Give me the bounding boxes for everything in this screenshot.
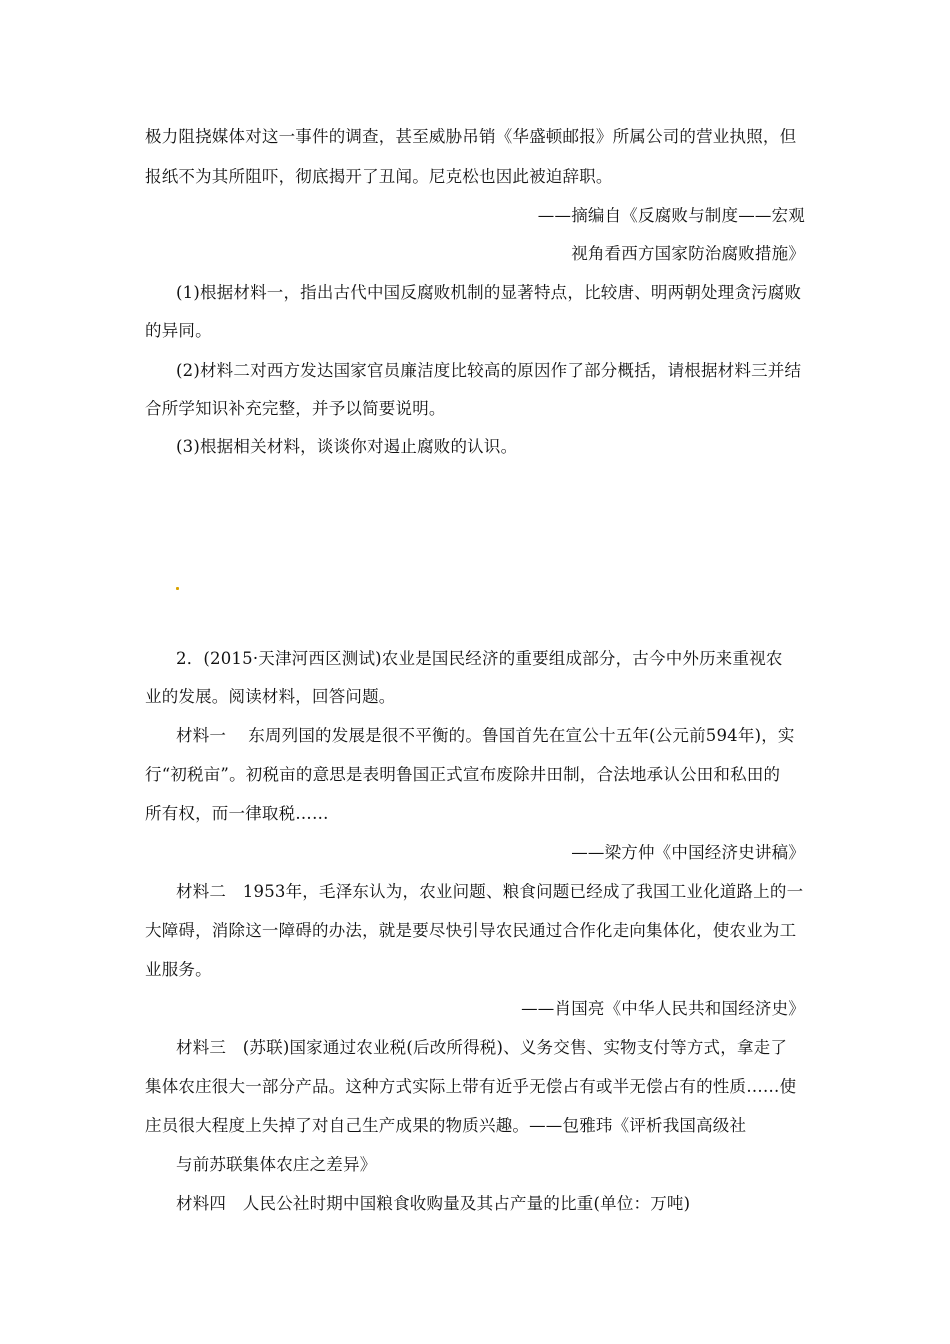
material-2: 材料二 1953年，毛泽东认为，农业问题、粮食问题已经成了我国工业化道路上的一 — [176, 882, 804, 901]
question-2-heading: 2．(2015·天津河西区测试)农业是国民经济的重要组成部分，古今中外历来重视农 — [176, 649, 783, 668]
question-3: (3)根据相关材料，谈谈你对遏止腐败的认识。 — [176, 437, 518, 456]
text-line: 业服务。 — [145, 960, 212, 979]
text-line: 行“初税亩”。初税亩的意思是表明鲁国正式宣布废除井田制，合法地承认公田和私田的 — [145, 765, 781, 784]
text-line: 庄员很大程度上失掉了对自己生产成果的物质兴趣。——包雅玮《评析我国高级社 — [145, 1116, 747, 1135]
text-line: 集体农庄很大一部分产品。这种方式实际上带有近乎无偿占有或半无偿占有的性质……使 — [145, 1077, 797, 1096]
source-citation: ——摘编自《反腐败与制度——宏观 — [537, 206, 805, 225]
source-citation: 视角看西方国家防治腐败措施》 — [571, 244, 805, 263]
text-line: 报纸不为其所阻吓，彻底揭开了丑闻。尼克松也因此被迫辞职。 — [145, 167, 613, 186]
text-line: 极力阻挠媒体对这一事件的调查，甚至威胁吊销《华盛顿邮报》所属公司的营业执照，但 — [145, 127, 797, 146]
text-line: 大障碍，消除这一障碍的办法，就是要尽快引导农民通过合作化走向集体化，使农业为工 — [145, 921, 797, 940]
source-citation: ——肖国亮《中华人民共和国经济史》 — [521, 999, 805, 1018]
text-line: 所有权，而一律取税…… — [145, 804, 329, 823]
text-line: 的异同。 — [145, 321, 212, 340]
text-line: 合所学知识补充完整，并予以简要说明。 — [145, 399, 446, 418]
source-citation: ——梁方仲《中国经济史讲稿》 — [571, 843, 805, 862]
material-3: 材料三 (苏联)国家通过农业税(后改所得税)、义务交售、实物支付等方式，拿走了 — [176, 1038, 788, 1057]
material-1: 材料一 东周列国的发展是很不平衡的。鲁国首先在宣公十五年(公元前594年)，实 — [176, 726, 795, 745]
material-4: 材料四 人民公社时期中国粮食收购量及其占产量的比重(单位：万吨) — [176, 1194, 691, 1213]
question-1: (1)根据材料一，指出古代中国反腐败机制的显著特点，比较唐、明两朝处理贪污腐败 — [176, 283, 802, 302]
question-2: (2)材料二对西方发达国家官员廉洁度比较高的原因作了部分概括，请根据材料三并结 — [176, 361, 802, 380]
stray-mark — [176, 587, 179, 590]
text-line: 业的发展。阅读材料，回答问题。 — [145, 687, 396, 706]
source-citation: 与前苏联集体农庄之差异》 — [176, 1155, 377, 1174]
